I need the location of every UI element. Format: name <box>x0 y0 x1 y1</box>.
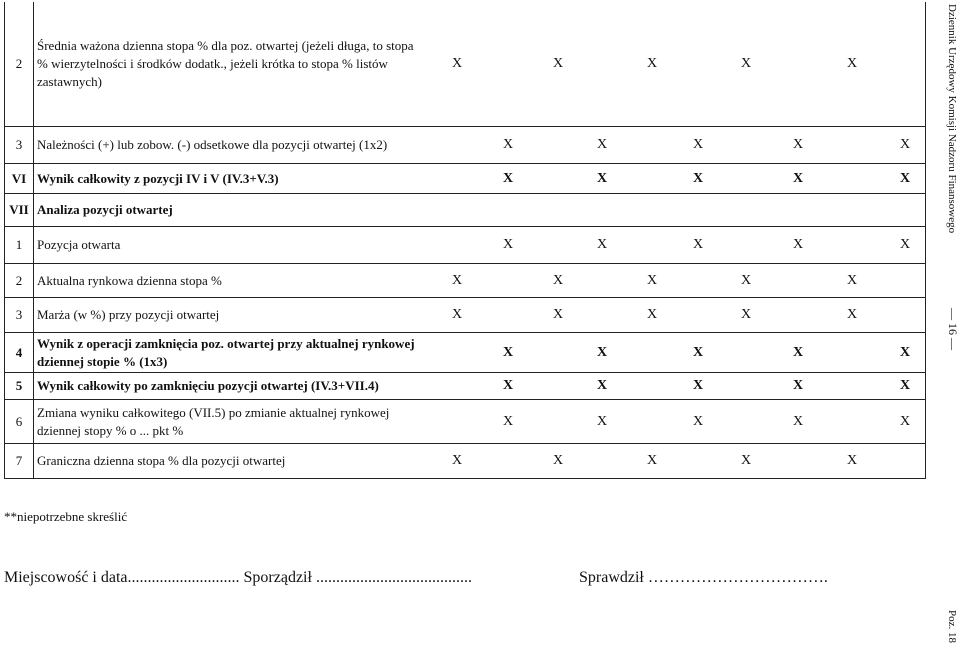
table-row <box>5 193 925 226</box>
cross-mark: X <box>596 344 608 360</box>
cross-mark: X <box>552 307 564 322</box>
cross-mark: X <box>899 378 911 393</box>
cross-mark: X <box>846 56 858 71</box>
row-description <box>34 373 379 399</box>
cross-mark: X <box>740 453 752 468</box>
cross-mark: X <box>646 307 658 322</box>
cross-mark: X <box>792 170 804 186</box>
description-line: % wierzytelności i środków dodatk., jeżeli krótka to stopa % listów <box>37 56 388 71</box>
cross-mark: X <box>899 344 911 360</box>
table-row <box>5 443 925 478</box>
checked-by-line: Sprawdził ……………………………. <box>579 569 828 586</box>
cross-mark: X <box>846 307 858 322</box>
cross-mark: X <box>552 272 564 288</box>
row-description <box>34 444 285 478</box>
row-number: 7 <box>5 444 34 478</box>
cross-mark: X <box>692 237 704 252</box>
cross-mark: X <box>502 344 514 360</box>
description-line: Aktualna rynkowa dzienna stopa % <box>37 272 222 288</box>
cross-mark: X <box>451 56 463 71</box>
description-line: dziennej stopy % o ... pkt % <box>37 422 184 438</box>
row-description <box>34 194 173 226</box>
description-line: Marża (w %) przy pozycji otwartej <box>37 307 220 322</box>
row-number: 4 <box>5 333 34 372</box>
row-number: 6 <box>5 400 34 443</box>
table-row <box>5 226 925 263</box>
row-number: 1 <box>5 227 34 263</box>
cross-mark: X <box>596 137 608 152</box>
cross-mark: X <box>899 137 911 152</box>
row-description <box>34 127 387 163</box>
cross-mark: X <box>740 307 752 322</box>
description-line: Wynik z operacji zamknięcia poz. otwartej przy aktualnej rynkowej <box>37 335 415 351</box>
row-description <box>34 298 219 332</box>
cross-mark: X <box>899 413 911 429</box>
row-number: 2 <box>5 2 34 126</box>
table-row <box>5 297 925 332</box>
cross-mark: X <box>792 137 804 152</box>
cross-mark: X <box>451 272 463 288</box>
cross-mark: X <box>451 453 463 468</box>
cross-mark: X <box>792 413 804 429</box>
description-line: zastawnych) <box>37 74 102 89</box>
cross-mark: X <box>846 453 858 468</box>
row-description <box>34 264 222 297</box>
cross-mark: X <box>792 237 804 252</box>
cross-mark: X <box>502 378 514 393</box>
form-table <box>4 2 926 479</box>
cross-mark: X <box>502 237 514 252</box>
row-number: 5 <box>5 373 34 399</box>
place-date-signature-line: Miejscowość i data............................ Sporządził ....................................... <box>4 569 472 586</box>
cross-mark: X <box>502 413 514 429</box>
row-number: 3 <box>5 127 34 163</box>
row-description <box>34 400 389 443</box>
cross-mark: X <box>646 272 658 288</box>
cross-mark: X <box>646 56 658 71</box>
position-number: Poz. 18 <box>946 610 958 643</box>
cross-mark: X <box>692 137 704 152</box>
cross-mark: X <box>692 344 704 360</box>
cross-mark: X <box>792 378 804 393</box>
table-row <box>5 2 925 126</box>
cross-mark: X <box>692 413 704 429</box>
cross-mark: X <box>451 307 463 322</box>
description-line: Analiza pozycji otwartej <box>37 202 173 217</box>
cross-mark: X <box>692 170 704 186</box>
table-row <box>5 372 925 399</box>
table-row <box>5 163 925 193</box>
cross-mark: X <box>596 237 608 252</box>
row-description <box>34 164 279 193</box>
cross-mark: X <box>596 170 608 186</box>
table-row <box>5 126 925 163</box>
table-row <box>5 399 925 443</box>
description-line: Graniczna dzienna stopa % dla pozycji otwartej <box>37 453 286 468</box>
description-line: Należności (+) lub zobow. (-) odsetkowe dla pozycji otwartej (1x2) <box>37 137 388 152</box>
table-row <box>5 332 925 372</box>
cross-mark: X <box>740 272 752 288</box>
cross-mark: X <box>740 56 752 71</box>
footnote: **niepotrzebne skreślić <box>4 509 128 524</box>
description-line: Pozycja otwarta <box>37 237 121 252</box>
row-description <box>34 333 415 372</box>
description-line: Wynik całkowity po zamknięciu pozycji otwartej (IV.3+VII.4) <box>37 378 379 393</box>
cross-mark: X <box>552 453 564 468</box>
cross-mark: X <box>692 378 704 393</box>
cross-mark: X <box>846 272 858 288</box>
row-description <box>34 2 414 126</box>
row-number: 2 <box>5 264 34 297</box>
cross-mark: X <box>792 344 804 360</box>
table-row <box>5 263 925 297</box>
description-line: dziennej stopie % (1x3) <box>37 353 168 369</box>
cross-mark: X <box>646 453 658 468</box>
cross-mark: X <box>899 237 911 252</box>
page-number: — 16 — <box>946 308 960 350</box>
row-description <box>34 227 120 263</box>
cross-mark: X <box>502 137 514 152</box>
cross-mark: X <box>552 56 564 71</box>
row-number: VI <box>5 164 34 193</box>
description-line: Średnia ważona dzienna stopa % dla poz. otwartej (jeżeli długa, to stopa <box>37 38 414 53</box>
cross-mark: X <box>502 170 514 186</box>
journal-title: Dziennik Urzędowy Komisji Nadzoru Finansowego <box>946 4 958 234</box>
row-number: VII <box>5 194 34 226</box>
description-line: Wynik całkowity z pozycji IV i V (IV.3+V.3) <box>37 170 279 186</box>
cross-mark: X <box>596 378 608 393</box>
cross-mark: X <box>899 170 911 186</box>
description-line: Zmiana wyniku całkowitego (VII.5) po zmianie aktualnej rynkowej <box>37 404 390 420</box>
row-number: 3 <box>5 298 34 332</box>
cross-mark: X <box>596 413 608 429</box>
